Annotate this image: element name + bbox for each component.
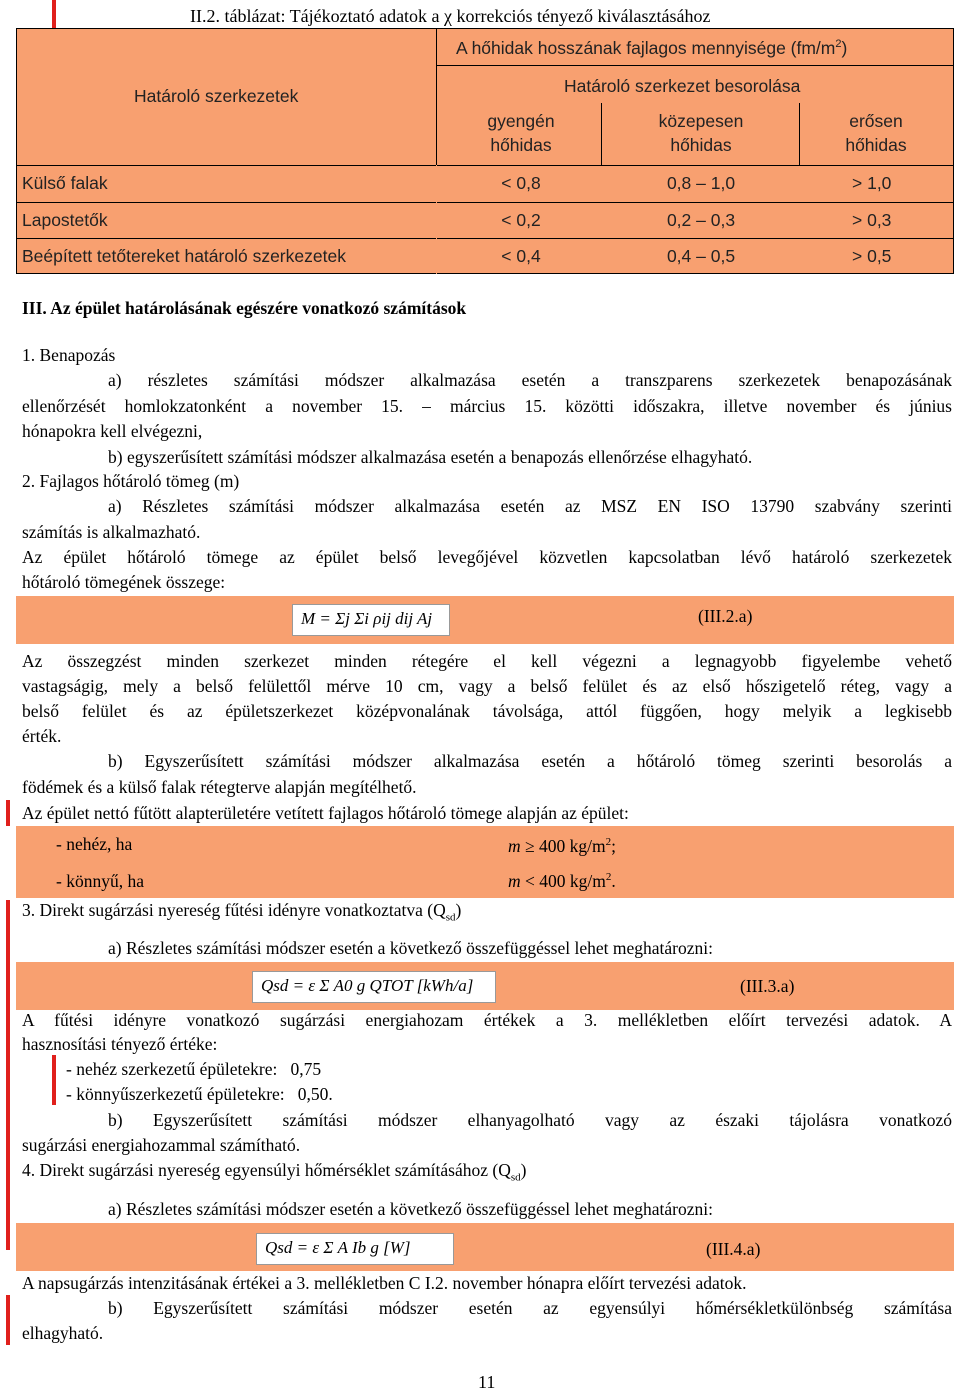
heavy-value: m ≥ 400 $kg/m^2$;: [508, 836, 616, 856]
benapozas-a-line1: a) részletes számítási módszer alkalmazása esetén a transzparens szerkezetek benapozásának: [108, 370, 952, 390]
egyensuly-b-line1: b) Egyszerűsített számítási módszer esetén az egyensúlyi hőmérsékletkülönbség számítása: [108, 1298, 952, 1318]
osszegzes-line4: érték.: [22, 726, 62, 746]
table-row-label: Külső falak: [22, 173, 108, 193]
hotarolo-b-line1: b) Egyszerűsített számítási módszer alkalmazása esetén a hőtároló tömeg szerinti besorolás a: [108, 751, 952, 771]
revision-bar: [52, 0, 56, 28]
direkt-light: - könnyűszerkezetű épületekre: 0,50.: [66, 1084, 333, 1104]
direkt-p-line2: hasznosítási tényező értéke:: [22, 1034, 218, 1054]
osszegzes-line2: vastagságig, mely a belső felülettől mérve 10 cm, vagy a belső felület és az első hőszigetelő réteg, vagy a: [22, 676, 952, 696]
group-header: A hőhidak hosszának fajlagos mennyisége $(fm/m^2)$: [456, 38, 848, 58]
korrekcios-tabla: [16, 28, 954, 274]
formula-label: (III.2.a): [698, 606, 753, 626]
osszegzes-line3: belső felület és az épületszerkezet középvonalának távolsága, attól függően, hogy melyik a legkisebb: [22, 701, 952, 721]
heavy-label: - nehéz, ha: [56, 834, 133, 854]
sub-header: Határoló szerkezet besorolása: [564, 76, 801, 96]
col-header-erosen: erősen hőhidas: [845, 111, 907, 155]
page-number: 11: [478, 1372, 496, 1392]
classification-band: [16, 826, 954, 898]
table-cell: < 0,4: [501, 246, 541, 266]
egyensuly-title: 4. Direkt sugárzási nyereség egyensúlyi hőmérséklet számításához $(Q_{sd})$: [22, 1160, 527, 1184]
hotarolo-p-line1: Az épület hőtároló tömege az épület belső levegőjével közvetlen kapcsolatban lévő határoló szerkezetek: [22, 547, 952, 567]
formula-band: [16, 1223, 954, 1271]
direkt-a: a) Részletes számítási módszer esetén a következő összefüggéssel lehet meghatározni:: [108, 938, 713, 958]
table-cell: > 1,0: [852, 173, 892, 193]
direkt-p-line1: A fűtési idényre vonatkozó sugárzási energiahozam értékek a 3. mellékletben előírt tervezési adatok. A: [22, 1010, 952, 1030]
col-header-gyengen: gyengén hőhidas: [487, 111, 555, 155]
table-cell: > 0,5: [852, 246, 892, 266]
row-header: Határoló szerkezetek: [134, 86, 299, 106]
hotarolo-b-line2: födémek és a külső falak rétegterve alapján megítélhető.: [22, 777, 417, 797]
table-cell: < 0,8: [501, 173, 541, 193]
egyensuly-p: A napsugárzás intenzitásának értékei a 3. mellékletben C I.2. november hónapra előírt tervezési adatok.: [22, 1273, 747, 1293]
revision-bar: [6, 1295, 10, 1345]
table-row-label: Lapostetők: [22, 210, 108, 230]
formula-label: (III.3.a): [740, 976, 795, 996]
benapozas-title: 1. Benapozás: [22, 345, 116, 365]
light-value: m < 400 $kg/m^2$.: [508, 871, 616, 891]
hotarolo-title: 2. Fajlagos hőtároló tömeg (m): [22, 471, 240, 491]
table-cell: 0,8 – 1,0: [666, 173, 736, 193]
table-cell: > 0,3: [852, 210, 892, 230]
revision-bar: [6, 800, 10, 826]
col-header-kozepesen: közepesen hőhidas: [658, 111, 744, 155]
direkt-b-line2: sugárzási energiahozammal számítható.: [22, 1135, 301, 1155]
benapozas-b: b) egyszerűsített számítási módszer alkalmazása esetén a benapozás ellenőrzése elhagyható.: [108, 447, 753, 467]
formula-band: [16, 596, 954, 644]
direkt-title: 3. Direkt sugárzási nyereség fűtési idényre vonatkoztatva $(Q_{sd})$: [22, 900, 462, 924]
section-heading: III. Az épület határolásának egészére vonatkozó számítások: [22, 298, 467, 318]
table-cell: 0,2 – 0,3: [666, 210, 736, 230]
table-cell: 0,4 – 0,5: [666, 246, 736, 266]
revision-bar: [52, 1055, 56, 1105]
direkt-b-line1: b) Egyszerűsített számítási módszer elhanyagolható vagy az északi tájolásra vonatkozó: [108, 1110, 952, 1130]
revision-bar: [6, 900, 10, 1250]
light-label: - könnyű, ha: [56, 871, 144, 891]
table-row-label: Beépített tetőtereket határoló szerkezetek: [22, 246, 346, 266]
hotarolo-net: Az épület nettó fűtött alapterületére vetített fajlagos hőtároló tömege alapján az épület:: [22, 803, 629, 823]
table-cell: < 0,2: [501, 210, 541, 230]
hotarolo-a-line1: a) Részletes számítási módszer alkalmazása esetén az MSZ EN ISO 13790 szabvány szerinti: [108, 496, 952, 516]
egyensuly-b-line2: elhagyható.: [22, 1323, 104, 1343]
formula-qsd-ib: Qsd = ε Σ A Ib g [W]: [256, 1233, 454, 1265]
formula-qsd-tot: Qsd = ε Σ A0 g QTOT [kWh/a]: [252, 971, 496, 1003]
osszegzes-line1: Az összegzést minden szerkezet minden rétegére el kell végezni a legnagyobb figyelembe vehető: [22, 651, 952, 671]
direkt-heavy: - nehéz szerkezetű épületekre: 0,75: [66, 1059, 322, 1079]
hotarolo-p-line2: hőtároló tömegének összege:: [22, 572, 226, 592]
egyensuly-a: a) Részletes számítási módszer esetén a következő összefüggéssel lehet meghatározni:: [108, 1199, 713, 1219]
formula-m: M = Σj Σi ρij dij Aj: [292, 604, 450, 636]
benapozas-a-line2: ellenőrzését homlokzatonként a november 15. – március 15. közötti időszakra, illetve november és június: [22, 396, 952, 416]
benapozas-a-line3: hónapokra kell elvégezni,: [22, 421, 203, 441]
formula-label: (III.4.a): [706, 1239, 761, 1259]
table-caption: II.2. táblázat: Tájékoztató adatok a χ korrekciós tényező kiválasztásához: [190, 6, 711, 26]
hotarolo-a-line2: számítás is alkalmazható.: [22, 522, 201, 542]
